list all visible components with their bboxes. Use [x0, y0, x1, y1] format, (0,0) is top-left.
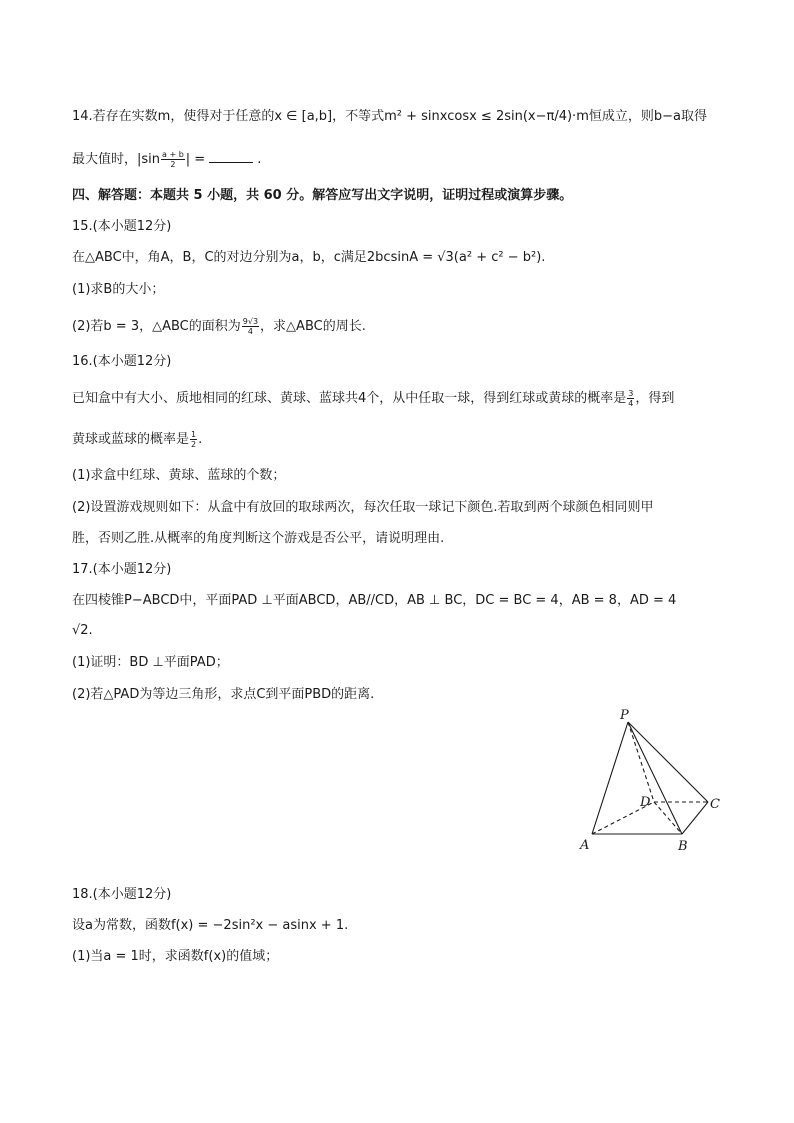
q14-line-1 [72, 108, 707, 126]
q14-line-2 [72, 150, 261, 169]
edge-PC [628, 722, 708, 802]
label-D: D [640, 795, 651, 810]
q16-stem-1-text-b: ，得到 [635, 391, 675, 406]
q15-fraction [242, 317, 259, 336]
q14-text-part-a: 最大值时，|sin [72, 152, 161, 167]
q18-header [72, 886, 171, 904]
fraction-denominator: 4 [247, 327, 253, 336]
q15-stem-text: 在△ABC中，角A，B，C的对边分别为a，b，c满足2bcsinA = √3(a² + c² − b²). [72, 250, 546, 265]
q15-part-1-text: (1)求B的大小； [72, 282, 165, 297]
fraction-numerator: a + b [162, 150, 184, 159]
q15-header-text: 15.(本小题12分) [72, 219, 172, 234]
q16-part-1 [72, 467, 285, 485]
fraction-denominator: 2 [191, 440, 197, 449]
q17-part-2 [72, 686, 374, 704]
q17-header [72, 561, 171, 579]
edge-PB [628, 722, 682, 834]
q17-header-text: 17.(本小题12分) [72, 562, 172, 577]
q17-part-1-text: (1)证明：BD ⊥平面PAD； [72, 655, 229, 670]
q15-part-2-text-b: ，求△ABC的周长. [260, 319, 366, 334]
q16-fraction-1 [627, 389, 634, 408]
q17-stem-1-text: 在四棱锥P−ABCD中，平面PAD ⊥平面ABCD，AB//CD，AB ⊥ BC，DC = BC = 4，AB = 8，AD = 4 [72, 593, 677, 608]
edge-PA [592, 722, 628, 834]
label-P: P [620, 708, 629, 723]
q18-part-1-text: (1)当a = 1时，求函数f(x)的值域； [72, 949, 279, 964]
q16-part-1-text: (1)求盒中红球、黄球、蓝球的个数； [72, 468, 286, 483]
edge-BC [682, 802, 708, 834]
q18-stem [72, 917, 348, 935]
label-A: A [580, 838, 590, 853]
q16-fraction-2 [190, 430, 197, 449]
section-heading-text: 四、解答题：本题共 5 小题，共 60 分。解答应写出文字说明，证明过程或演算步骤。 [72, 188, 573, 203]
q14-text: 14.若存在实数m，使得对于任意的x ∈ [a,b]，不等式m² + sinxcosx ≤ 2sin(x−π/4)·m恒成立，则b−a取得 [72, 109, 707, 124]
q16-part-2-line-2 [72, 530, 444, 548]
q16-part-2-text-b: 胜，否则乙胜.从概率的角度判断这个游戏是否公平，请说明理由. [72, 531, 445, 546]
answer-blank[interactable] [209, 150, 253, 163]
q14-text-part-b: | = [185, 152, 206, 167]
q15-part-2 [72, 317, 366, 336]
q14-fraction [161, 150, 185, 169]
q17-stem-2 [72, 622, 93, 640]
pyramid-figure [572, 704, 732, 860]
q16-stem-2-text-a: 黄球或蓝球的概率是 [72, 432, 190, 447]
label-C: C [710, 797, 720, 812]
q17-stem-1 [72, 592, 676, 610]
q15-part-1 [72, 281, 164, 299]
fraction-denominator: 4 [628, 399, 634, 408]
label-B: B [678, 839, 688, 854]
q16-header [72, 353, 171, 371]
q15-header [72, 218, 171, 236]
q16-header-text: 16.(本小题12分) [72, 354, 172, 369]
q17-part-1 [72, 654, 229, 672]
q18-part-1 [72, 948, 278, 966]
q16-stem-2-text-b: . [198, 432, 203, 447]
edge-PD [628, 722, 654, 802]
q18-stem-text: 设a为常数，函数f(x) = −2sin²x − asinx + 1. [72, 918, 349, 933]
q15-stem [72, 249, 545, 267]
q18-header-text: 18.(本小题12分) [72, 887, 172, 902]
q17-part-2-text: (2)若△PAD为等边三角形，求点C到平面PBD的距离. [72, 687, 375, 702]
q17-stem-2-text: √2. [72, 623, 93, 638]
q15-part-2-text-a: (2)若b = 3，△ABC的面积为 [72, 319, 241, 334]
q14-text-part-c: . [257, 152, 262, 167]
q16-part-2-text-a: (2)设置游戏规则如下：从盒中有放回的取球两次，每次任取一球记下颜色.若取到两个球颜色相同则甲 [72, 500, 654, 515]
q16-stem-2 [72, 430, 202, 449]
section-heading [72, 187, 572, 205]
q16-stem-1 [72, 389, 674, 408]
fraction-numerator: 1 [191, 430, 197, 439]
q16-part-2-line-1 [72, 499, 654, 517]
fraction-denominator: 2 [170, 160, 176, 169]
edge-DB [654, 802, 682, 834]
fraction-numerator: 3 [628, 389, 634, 398]
q16-stem-1-text-a: 已知盒中有大小、质地相同的红球、黄球、蓝球共4个，从中任取一球，得到红球或黄球的概率是 [72, 391, 627, 406]
fraction-numerator: 9√3 [242, 317, 259, 326]
